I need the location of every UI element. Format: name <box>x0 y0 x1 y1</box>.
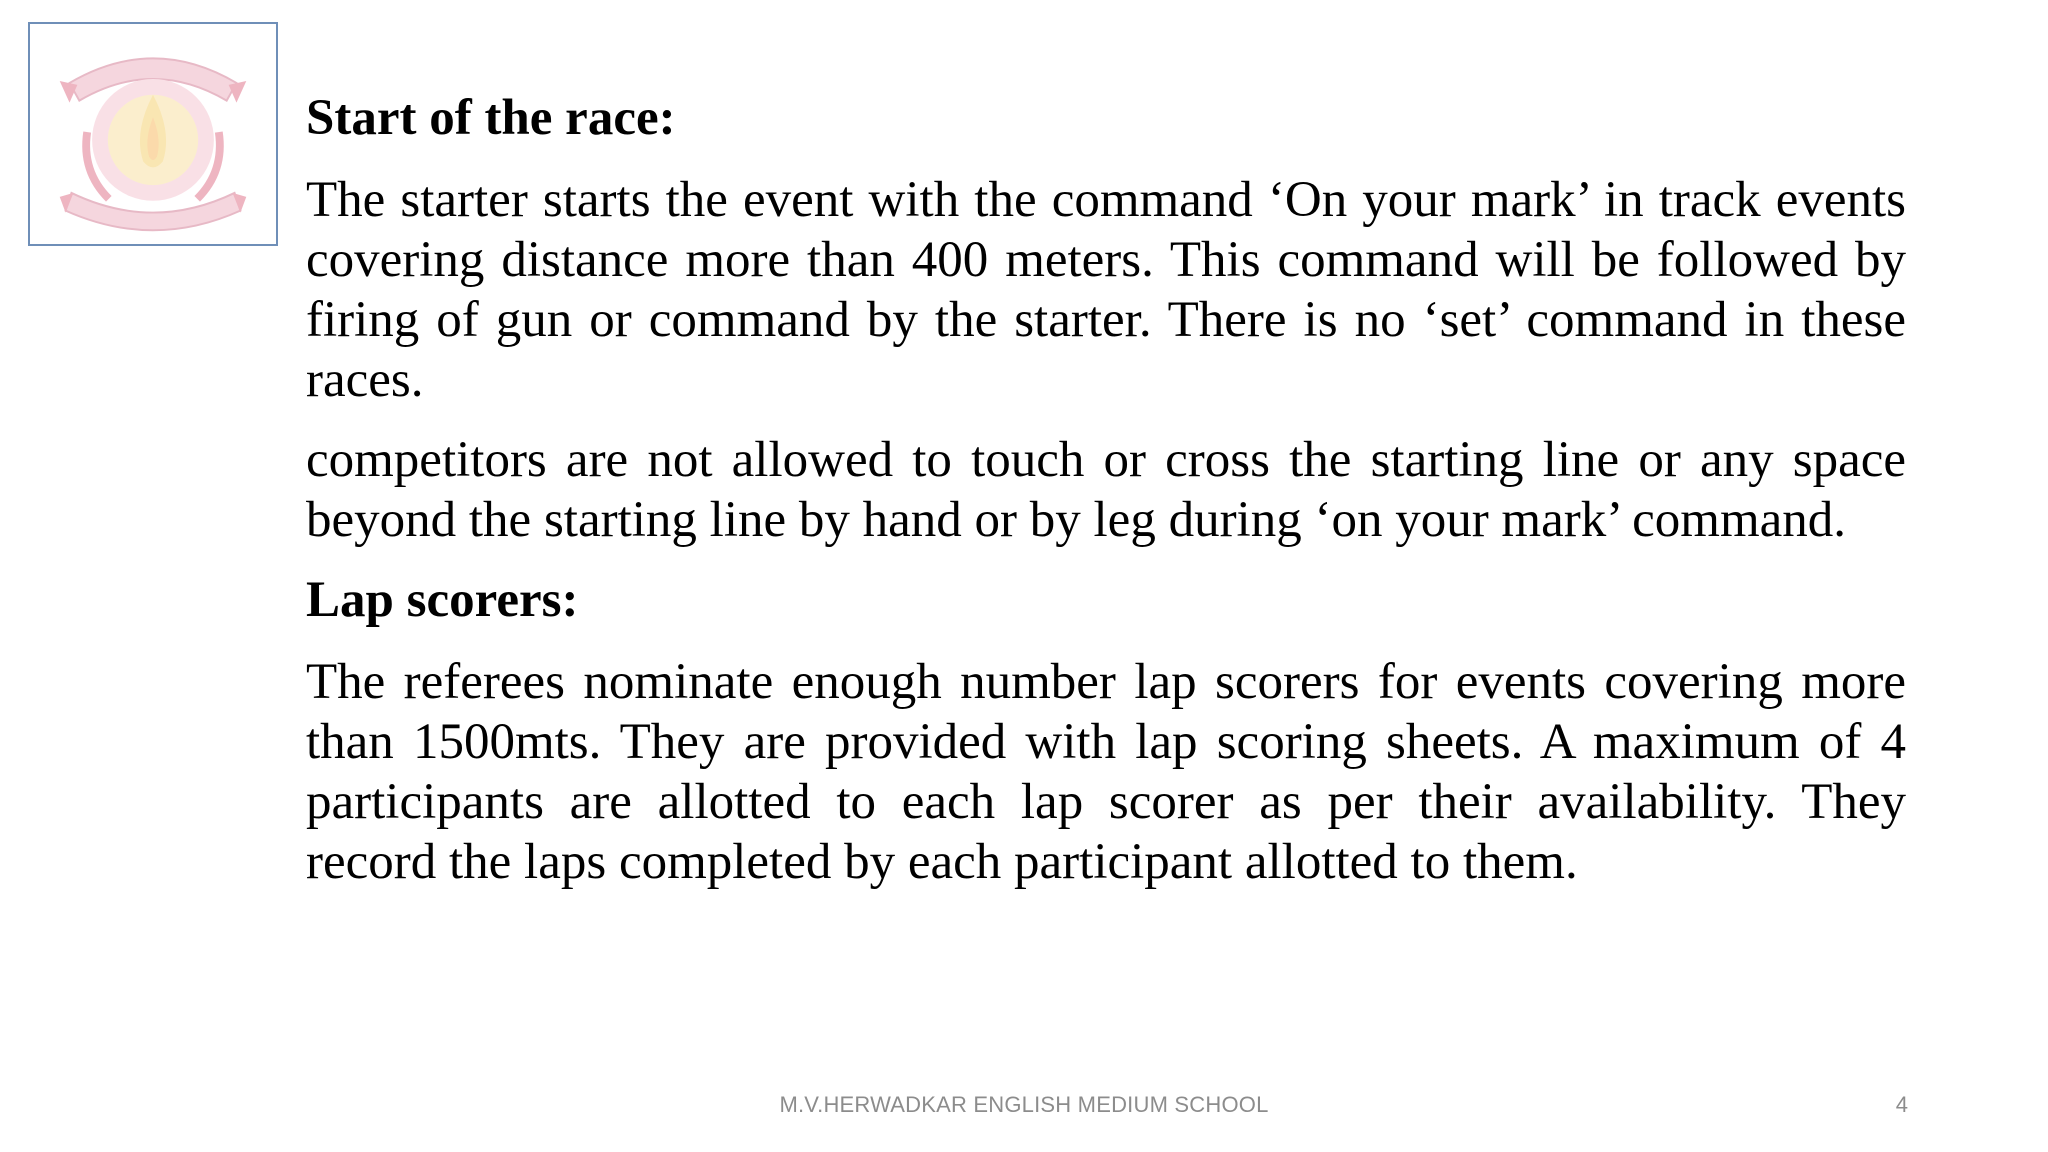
school-emblem-icon <box>30 24 276 244</box>
paragraph-starter-command: The starter starts the event with the command ‘On your mark’ in track events covering distance more than 400 meters. This command will be followed by firing of gun or command by the starter. There is no ‘set’ command in these races. <box>306 172 1906 408</box>
section-heading-start-of-race: Start of the race: <box>306 90 676 146</box>
paragraph-competitors-rule: competitors are not allowed to touch or cross the starting line or any space beyond the starting line by hand or by leg during ‘on your mark’ command. <box>306 432 1906 548</box>
paragraph-lap-scorers: The referees nominate enough number lap scorers for events covering more than 1500mts. They are provided with lap scoring sheets. A maximum of 4 participants are allotted to each lap scorer as per their availability. They record the laps completed by each participant allotted to them. <box>306 654 1906 890</box>
section-heading-lap-scorers: Lap scorers: <box>306 572 579 628</box>
school-logo <box>28 22 278 246</box>
slide-content <box>306 88 1906 912</box>
footer-school-name: M.V.HERWADKAR ENGLISH MEDIUM SCHOOL <box>779 1092 1269 1117</box>
page-number: 4 <box>1895 1092 1908 1117</box>
